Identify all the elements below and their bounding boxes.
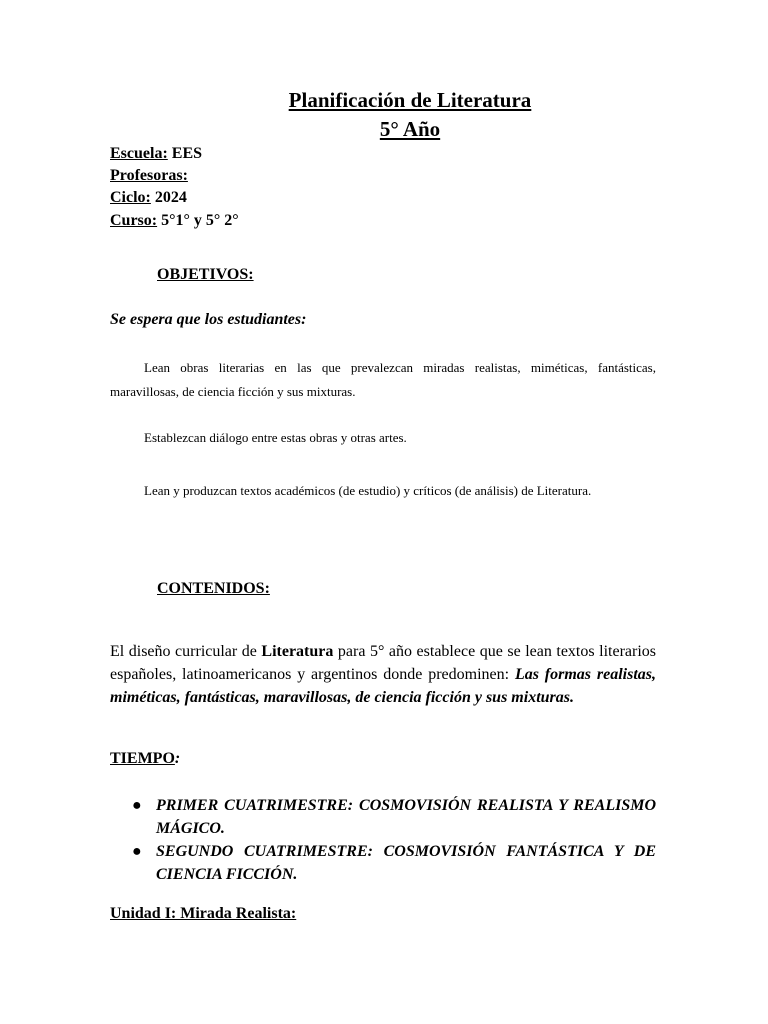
meta-value: 5°1° y 5° 2°: [157, 212, 239, 229]
para-bold: Literatura: [261, 643, 334, 660]
contenidos-paragraph: [110, 640, 656, 709]
meta-ciclo: [110, 189, 187, 207]
tiempo-item: [110, 840, 656, 886]
contenidos-heading: CONTENIDOS:: [157, 580, 270, 597]
objetivos-heading: OBJETIVOS:: [157, 266, 254, 283]
objetivo-text: Lean obras literarias en las que prevalezcan miradas realistas, miméticas, fantásticas, maravillosas, de ciencia ficción y sus mixturas.: [110, 360, 656, 399]
meta-value: EES: [167, 145, 203, 162]
para-emphasis: Las formas realistas, miméticas, fantásticas, maravillosas, de ciencia ficción y sus mixturas.: [110, 666, 657, 706]
meta-key: Curso:: [110, 212, 158, 229]
para-mid: para 5° año establece que se lean textos literarios españoles, latinoamericanos y argentinos donde predominen:: [110, 643, 656, 683]
meta-key: Profesoras:: [110, 167, 188, 184]
tiempo-item-text: PRIMER CUATRIMESTRE: COSMOVISIÓN REALISTA Y REALISMO MÁGICO.: [156, 797, 656, 837]
para-start: El diseño curricular de: [110, 643, 262, 660]
meta-key: Ciclo:: [110, 189, 151, 206]
tiempo-list: [110, 794, 656, 886]
bullet-dot-icon: ●: [132, 843, 142, 860]
meta-value: 2024: [150, 189, 187, 206]
objetivo-item: [110, 479, 656, 503]
objetivo-item: [110, 356, 656, 404]
objetivo-text: Lean y produzcan textos académicos (de estudio) y críticos (de análisis) de Literatura.: [144, 483, 592, 498]
objetivo-item: [110, 426, 656, 450]
meta-profesoras: [110, 167, 188, 185]
bullet-dot-icon: ●: [132, 797, 142, 814]
tiempo-item: [110, 794, 656, 840]
document-title: Planificación de Literatura: [288, 88, 532, 112]
meta-curso: [110, 212, 239, 230]
objetivos-intro: Se espera que los estudiantes:: [110, 311, 307, 328]
document-subtitle: 5° Año: [379, 117, 441, 141]
tiempo-item-text: SEGUNDO CUATRIMESTRE: COSMOVISIÓN FANTÁSTICA Y DE CIENCIA FICCIÓN.: [156, 843, 656, 883]
objetivo-text: Establezcan diálogo entre estas obras y otras artes.: [144, 430, 407, 445]
meta-escuela: [110, 145, 202, 163]
tiempo-colon: :: [174, 750, 181, 767]
tiempo-text: TIEMPO: [110, 750, 175, 767]
tiempo-label: [110, 750, 180, 768]
meta-key: Escuela:: [110, 145, 168, 162]
unit-heading: Unidad I: Mirada Realista:: [110, 905, 297, 922]
